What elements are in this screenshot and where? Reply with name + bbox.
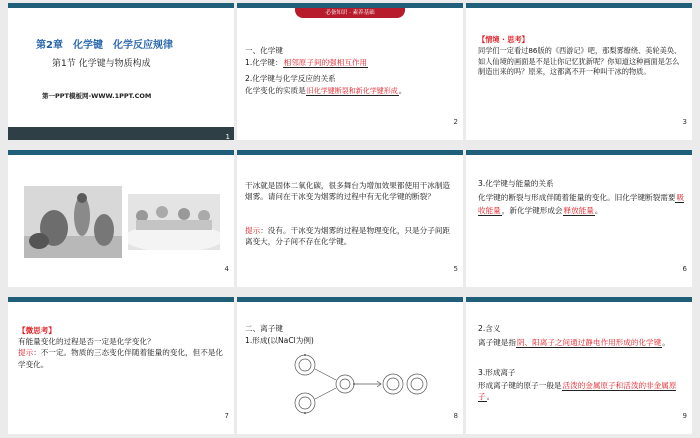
subheading: 1.形成(以NaCl为例) (245, 336, 314, 345)
slide-top-bar (466, 3, 692, 8)
journey-west-photo (24, 186, 122, 258)
line (245, 85, 406, 97)
sentence: ，新化学键形成会 (501, 206, 563, 215)
slide-6-thumbnail[interactable] (466, 150, 692, 287)
slide-number: 4 (224, 265, 229, 273)
slide-4-thumbnail[interactable] (8, 150, 234, 287)
slide-7-thumbnail[interactable] (8, 297, 234, 434)
nacl-formation-diagram (283, 351, 433, 421)
slide-5-thumbnail[interactable] (237, 150, 463, 287)
stage-fog-photo (128, 194, 220, 250)
answer: 阴、阳离子之间通过静电作用形成的化学键 (516, 338, 662, 347)
energy-text (478, 191, 686, 217)
label: 形成离子键的原子一般是 (478, 381, 562, 390)
label: 1.化学键： (245, 58, 283, 67)
period: 。 (398, 86, 407, 95)
hint-label: 提示 (245, 226, 261, 235)
section-title: 第1节 化学键与物质构成 (52, 59, 151, 69)
slide-number: 7 (224, 412, 229, 420)
label: 化学变化的实质是 (245, 86, 306, 95)
section-banner: 必备知识 · 素养基础 (295, 8, 405, 18)
period: 。 (662, 338, 670, 347)
answer-absorb: 吸收能量 (478, 193, 685, 215)
answer: 相邻原子间的强相互作用 (283, 58, 368, 67)
question: 有能量变化的过程是否一定是化学变化？ (18, 337, 155, 347)
slide-number: 3 (682, 118, 687, 126)
slide-top-bar (237, 150, 463, 155)
sentence: 化学键的断裂与形成伴随着能量的变化。旧化学键断裂需要 (478, 193, 676, 202)
scenario-body: 同学们一定看过86版的《西游记》吧，那梨雾缭绕、美轮美奂、如人仙境的画面是不是让你记忆犹新呢？你知道这种画面是怎么制造出来的吗？原来，这都离不开一种叫干冰的物质。 (478, 45, 682, 77)
period: 。 (486, 392, 495, 402)
hint-label: 提示 (18, 348, 34, 358)
question-text: 干冰就是固体二氧化碳，很多舞台为增加效果都使用干冰制造烟雾。请问在干冰变为烟雾的过程中有无化学键的断裂？ (245, 181, 451, 202)
line (245, 57, 368, 68)
heading: 3.化学键与能量的关系 (478, 179, 554, 188)
think-tag: 【微思考】 (18, 326, 56, 335)
label: 离子键是指 (478, 338, 516, 347)
hint-body: ：不一定。物质的三态变化伴随着能量的变化，但不是化学变化。 (18, 348, 224, 369)
hint-text (245, 225, 457, 247)
slide-top-bar (466, 150, 692, 155)
answer: 旧化学键断裂和新化学键形成 (306, 87, 398, 95)
slide-number: 5 (453, 265, 458, 273)
period: 。 (594, 206, 603, 215)
slide-bottom-bar (8, 127, 234, 140)
heading: 一、化学键 (245, 46, 283, 55)
slide-8-thumbnail[interactable] (237, 297, 463, 434)
think-text (18, 325, 226, 370)
scenario-text (478, 35, 686, 78)
formation-text (478, 380, 686, 402)
slide-9-thumbnail[interactable] (466, 297, 692, 434)
hint-body: ：没有。干冰变为烟雾的过程是物理变化，只是分子间距离变大，分子间不存在化学键。 (245, 226, 451, 247)
heading: 二、离子键 (245, 324, 283, 333)
scenario-tag: 【情境 · 思考】 (478, 35, 529, 44)
slide-1-thumbnail[interactable] (8, 3, 234, 140)
slide-number: 9 (682, 412, 687, 420)
slide-number: 1 (225, 133, 230, 140)
answer-release: 释放能量 (563, 206, 594, 215)
slide-number: 8 (453, 412, 458, 420)
heading: 2.含义 (478, 324, 501, 333)
template-footer: 第一PPT模板网-WWW.1PPT.COM (42, 92, 152, 100)
slide-top-bar (237, 297, 463, 302)
slide-top-bar (8, 297, 234, 302)
slide-2-thumbnail[interactable] (237, 3, 463, 140)
answer: 活泼的金属原子和活泼的非金属原子 (478, 381, 677, 402)
slide-3-thumbnail[interactable] (466, 3, 692, 140)
slide-number: 2 (453, 118, 458, 126)
line: 2.化学键与化学反应的关系 (245, 74, 336, 83)
heading: 3.形成离子 (478, 368, 516, 377)
slide-top-bar (466, 297, 692, 302)
slide-top-bar (8, 3, 234, 8)
slide-number: 6 (682, 265, 687, 273)
chapter-title: 第2章 化学键 化学反应规律 (36, 40, 173, 51)
slide-top-bar (8, 150, 234, 155)
definition-text (478, 337, 686, 348)
